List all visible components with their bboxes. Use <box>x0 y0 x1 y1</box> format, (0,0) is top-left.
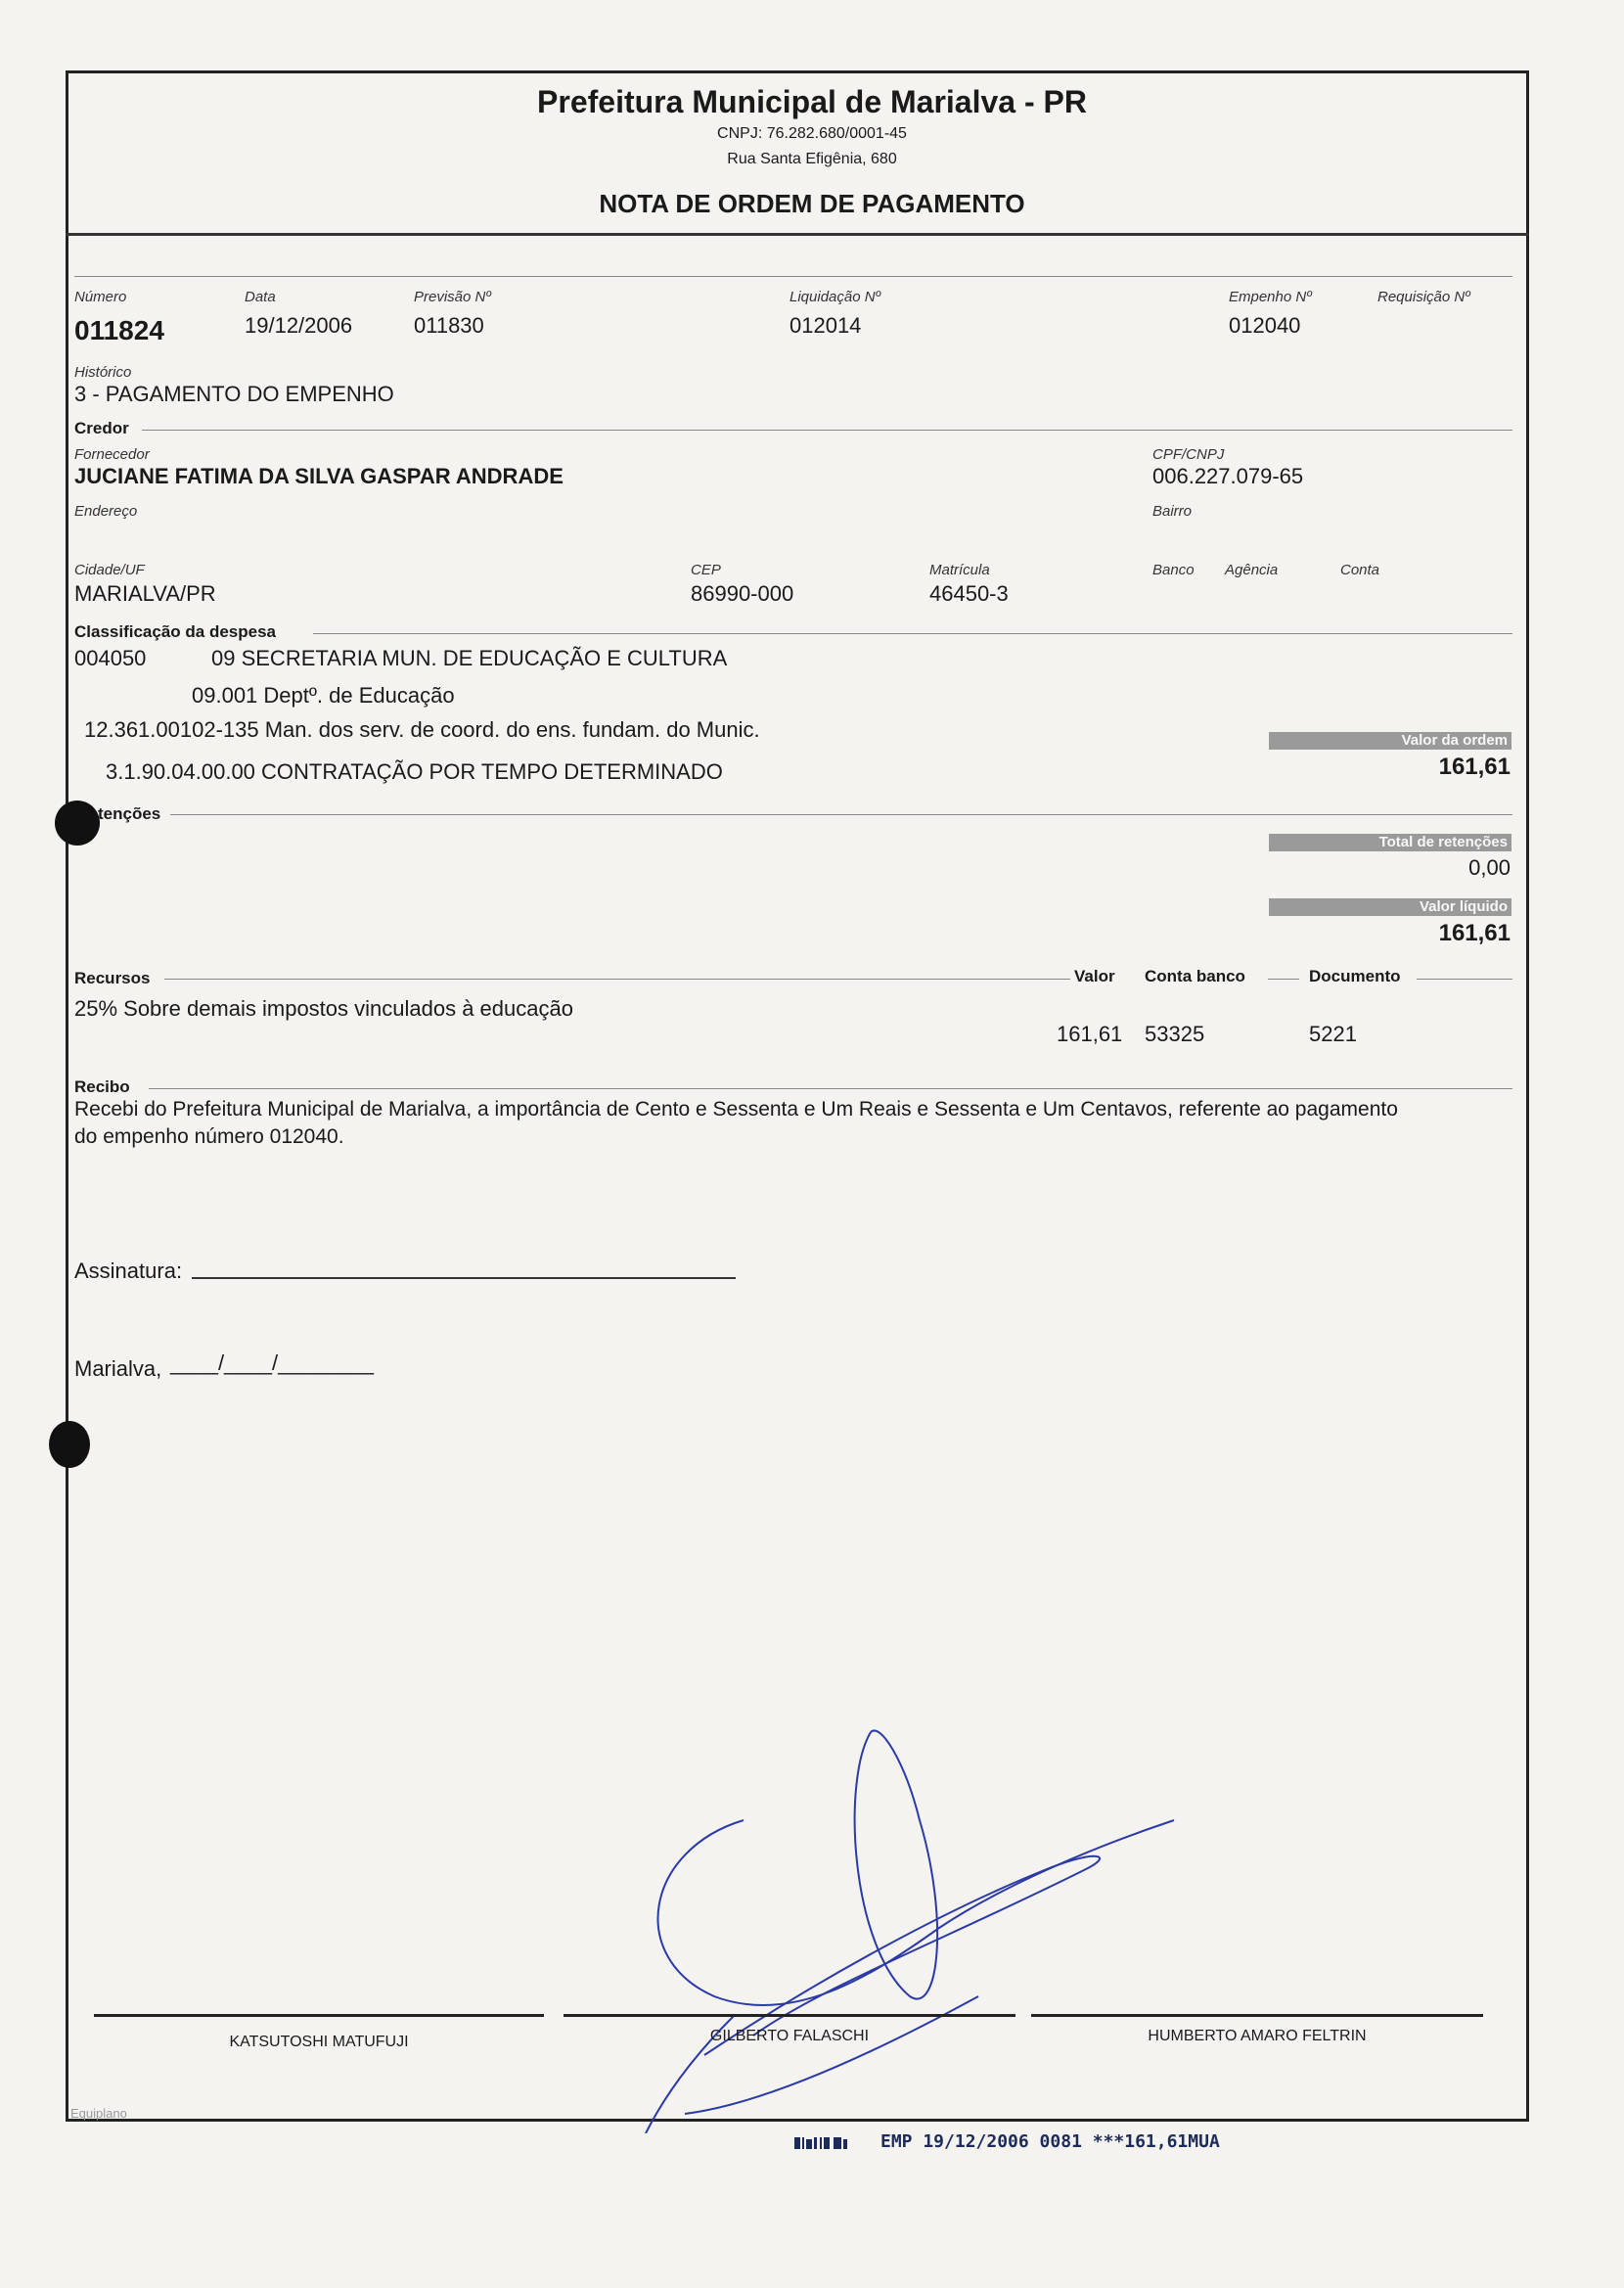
signature-line-2 <box>564 2014 1015 2017</box>
conta-label: Conta <box>1340 562 1380 578</box>
data-value: 19/12/2006 <box>245 313 353 338</box>
data-label: Data <box>245 289 276 305</box>
elemento-text: 3.1.90.04.00.00 CONTRATAÇÃO POR TEMPO DETERMINADO <box>106 759 723 784</box>
cpf-label: CPF/CNPJ <box>1152 446 1225 463</box>
classificacao-rule <box>313 633 1512 634</box>
address-text: Rua Santa Efigênia, 680 <box>727 151 897 167</box>
agencia-label: Agência <box>1225 562 1279 578</box>
recursos-rule <box>164 979 1070 980</box>
handwritten-signature <box>626 1722 1194 2133</box>
header-divider <box>66 233 1529 236</box>
recursos-documento: 5221 <box>1309 1022 1357 1046</box>
recursos-rule-3 <box>1417 979 1512 980</box>
historico-label: Histórico <box>74 364 132 381</box>
recibo-rule <box>149 1088 1512 1089</box>
date-blank[interactable]: ____/____/________ <box>170 1350 374 1375</box>
requisicao-label: Requisição Nº <box>1377 289 1470 305</box>
assinatura-label: Assinatura: <box>74 1258 183 1283</box>
programa-text: 12.361.00102-135 Man. dos serv. de coord. do ens. fundam. do Munic. <box>84 717 760 742</box>
dept-text: 09.001 Deptº. de Educação <box>192 683 455 708</box>
recursos-valor: 161,61 <box>1057 1022 1123 1046</box>
valor-liquido-label: Valor líquido <box>1269 898 1511 916</box>
fornecedor-value: JUCIANE FATIMA DA SILVA GASPAR ANDRADE <box>74 464 564 488</box>
valor-ordem-label: Valor da ordem <box>1269 732 1511 750</box>
cidade-label: Cidade/UF <box>74 562 145 578</box>
recibo-section: Recibo <box>74 1077 130 1096</box>
payment-stamp: EMP 19/12/2006 0081 ***161,61MUA <box>880 2131 1220 2152</box>
historico-value: 3 - PAGAMENTO DO EMPENHO <box>74 382 394 406</box>
matricula-label: Matrícula <box>929 562 990 578</box>
recursos-documento-label: Documento <box>1309 967 1401 985</box>
recursos-conta: 53325 <box>1145 1022 1205 1046</box>
secretaria-text: 09 SECRETARIA MUN. DE EDUCAÇÃO E CULTURA <box>211 646 728 670</box>
recursos-valor-label: Valor <box>1074 967 1115 985</box>
cidade-value: MARIALVA/PR <box>74 581 216 606</box>
cep-value: 86990-000 <box>691 581 794 606</box>
banco-label: Banco <box>1152 562 1195 578</box>
retencoes-section: tenções <box>98 804 161 823</box>
assinatura-line[interactable] <box>192 1277 736 1279</box>
valor-liquido-value: 161,61 <box>1438 920 1511 946</box>
signatory-1: KATSUTOSHI MATUFUJI <box>229 2034 409 2050</box>
local-label: Marialva, <box>74 1356 162 1381</box>
total-retencoes-label: Total de retenções <box>1269 834 1511 851</box>
numero-value: 011824 <box>74 315 164 345</box>
document-title: NOTA DE ORDEM DE PAGAMENTO <box>599 189 1025 218</box>
punch-hole-blot <box>55 801 100 846</box>
empenho-label: Empenho Nº <box>1229 289 1312 305</box>
matricula-value: 46450-3 <box>929 581 1009 606</box>
numero-label: Número <box>74 289 127 305</box>
cep-label: CEP <box>691 562 721 578</box>
recursos-descricao: 25% Sobre demais impostos vinculados à educação <box>74 996 573 1021</box>
valor-ordem-value: 161,61 <box>1438 754 1511 780</box>
endereco-label: Endereço <box>74 503 138 520</box>
info-divider <box>74 276 1512 277</box>
cnpj-text: CNPJ: 76.282.680/0001-45 <box>717 125 907 142</box>
empenho-value: 012040 <box>1229 313 1301 338</box>
bairro-label: Bairro <box>1152 503 1193 520</box>
liquidacao-label: Liquidação Nº <box>789 289 881 305</box>
classificacao-code: 004050 <box>74 646 147 670</box>
fornecedor-label: Fornecedor <box>74 446 150 463</box>
municipality-title: Prefeitura Municipal de Marialva - PR <box>537 84 1087 119</box>
retencoes-rule <box>170 814 1512 815</box>
previsao-value: 011830 <box>414 313 484 338</box>
signature-line-3 <box>1031 2014 1483 2017</box>
total-retencoes-value: 0,00 <box>1468 855 1511 880</box>
classificacao-section: Classificação da despesa <box>74 622 277 641</box>
barcode-graphic <box>794 2135 873 2151</box>
punch-hole-blot-2 <box>49 1421 90 1468</box>
recursos-rule-2 <box>1268 979 1299 980</box>
recibo-line-1: Recebi do Prefeitura Municipal de Marialva, a importância de Cento e Sessenta e Um Reais e Sessenta e Um Centavos, referente ao pagamento <box>74 1098 1398 1121</box>
recursos-conta-label: Conta banco <box>1145 967 1245 985</box>
recibo-line-2: do empenho número 012040. <box>74 1125 344 1148</box>
signature-line-1 <box>94 2014 544 2017</box>
brand-label: Equiplano <box>70 2106 127 2121</box>
signatory-3: HUMBERTO AMARO FELTRIN <box>1148 2028 1367 2044</box>
liquidacao-value: 012014 <box>789 313 862 338</box>
signatory-2: GILBERTO FALASCHI <box>709 2028 870 2044</box>
credor-section: Credor <box>74 419 129 437</box>
previsao-label: Previsão Nº <box>414 289 491 305</box>
cpf-value: 006.227.079-65 <box>1152 464 1304 488</box>
credor-rule <box>142 430 1512 431</box>
recursos-section: Recursos <box>74 969 151 987</box>
